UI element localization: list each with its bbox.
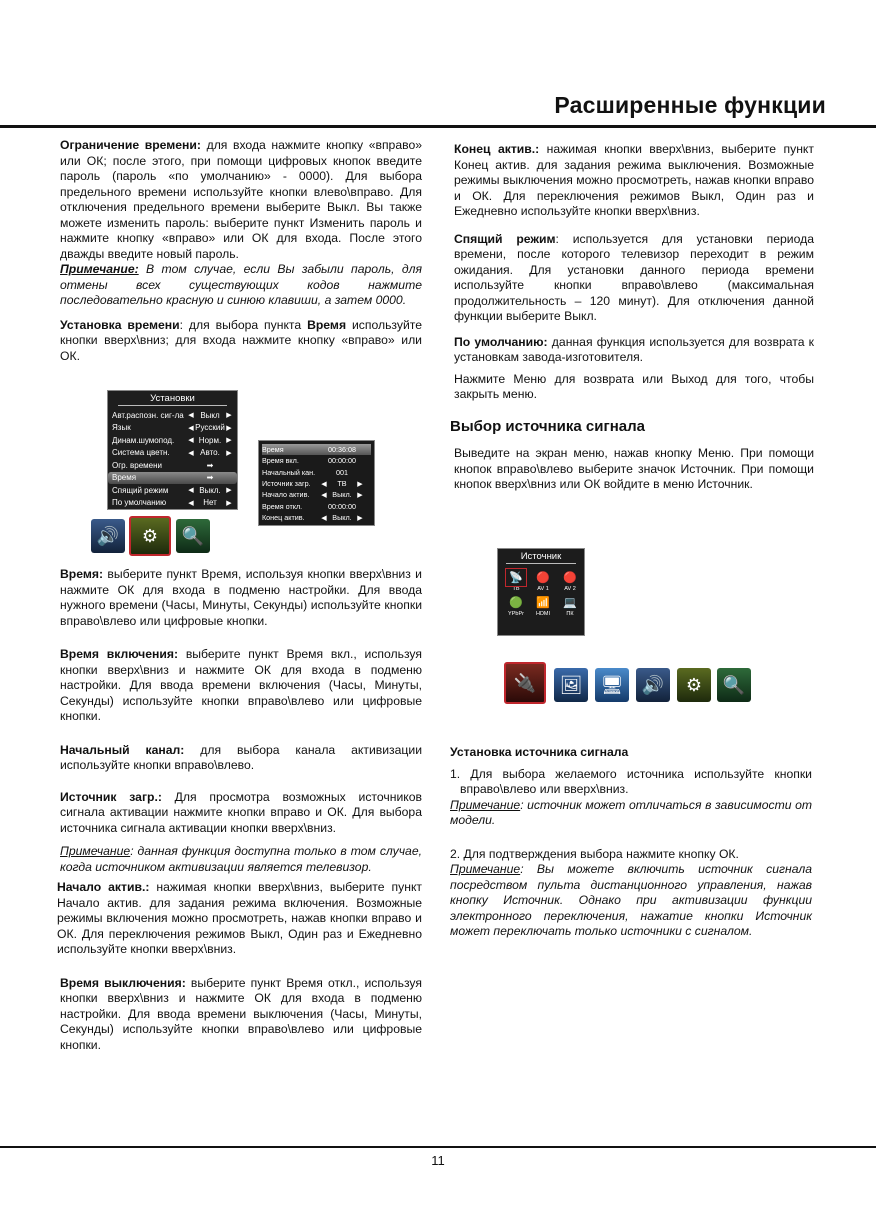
source-item-label: ПК <box>566 611 574 617</box>
time-menu-row[interactable] <box>262 478 371 489</box>
right-column <box>450 142 814 502</box>
source-intro-paragraph: Выведите на экран меню, нажав кнопку Меню. При помощи кнопок вправо\влево выберите значок Источник. При помощи кнопок вверх\вниз или ОК войдите в меню Источник. <box>454 446 814 491</box>
source-item-label: ТВ <box>512 586 520 592</box>
right-arrow-icon[interactable]: ▶ <box>357 490 363 500</box>
source-item[interactable] <box>531 594 555 617</box>
exit-paragraph: Нажмите Меню для возврата или Выход для того, чтобы закрыть меню. <box>454 371 814 401</box>
right-column-lower <box>450 745 812 949</box>
right-arrow-icon[interactable]: ▶ <box>226 424 232 432</box>
setup-row-label: Язык <box>112 423 131 433</box>
left-arrow-icon[interactable]: ◀ <box>321 512 327 522</box>
left-arrow-icon[interactable]: ◀ <box>321 490 327 500</box>
setup-row-label: Система цветн. <box>112 448 170 458</box>
top-rule <box>0 125 876 128</box>
step-1: 1. Для выбора желаемого источника используйте кнопки вправо\влево или вверх\вниз. <box>450 766 812 796</box>
setup-menu-row[interactable] <box>108 484 237 497</box>
time-row-value: 00:00:00 <box>328 456 356 466</box>
settings-gear-icon[interactable]: ⚙ <box>129 516 171 556</box>
source-item-icon: 🟢 <box>509 597 523 609</box>
right-arrow-icon[interactable]: ▶ <box>226 437 232 445</box>
setup-row-value: Выкл. <box>199 485 221 495</box>
setup-row-value: Норм. <box>198 435 222 445</box>
time-row-label: Время вкл. <box>262 456 299 466</box>
page-title: Расширенные функции <box>554 92 826 118</box>
setup-row-label: Спящий режим <box>112 485 169 495</box>
source-item-icon: 📡 <box>506 569 526 586</box>
search-icon-2[interactable]: 🔍 <box>717 668 751 702</box>
time-paragraph: Время: выберите пункт Время, используя кнопки вверх\вниз и нажмите ОК для входа в подменю настройки. Для ввода нужного времени (Часы, Минуты, Секунды) используйте кнопки вправо\влево или цифровые кнопки. <box>60 567 422 628</box>
left-arrow-icon[interactable]: ◀ <box>321 479 327 489</box>
power-off-time-paragraph: Время выключения: выберите пункт Время откл., используя кнопки вверх\вниз и нажмите ОК для входа в подменю настройки. Для ввода времени выключения (Часы, Минуты, Секунды) используйте кнопки вправо\влево или цифровые кнопки. <box>60 975 422 1052</box>
setup-row-value: ➡ <box>206 460 214 470</box>
source-setup-heading: Установка источника сигнала <box>450 745 629 759</box>
step-1-note: Примечание: источник может отличаться в зависимости от модели. <box>450 797 812 827</box>
time-menu-row[interactable] <box>262 444 371 455</box>
power-on-time-paragraph: Время включения: выберите пункт Время вкл., используя кнопки вверх\вниз и нажмите ОК для входа в подменю настройки. Для ввода времени включения (Часы, Минуты, Секунды) используйте кнопки вправо\влево или цифровые кнопки. <box>60 647 422 723</box>
setup-menu-row[interactable] <box>108 447 237 460</box>
time-menu-row[interactable] <box>262 455 371 466</box>
left-arrow-icon[interactable]: ◀ <box>188 424 194 432</box>
time-row-value: ТВ <box>337 479 347 489</box>
picture-icon[interactable]: 🖼 <box>554 668 588 702</box>
setup-menu-row[interactable] <box>108 434 237 447</box>
source-menu <box>497 548 585 636</box>
setup-menu-row[interactable] <box>108 497 237 510</box>
time-row-label: Начало актив. <box>262 490 310 500</box>
time-row-value: 00:00:00 <box>328 501 356 511</box>
setup-row-value: ➡ <box>206 473 214 483</box>
time-menu-row[interactable] <box>262 467 371 478</box>
default-paragraph: По умолчанию: данная функция используется для возврата к установкам завода-изготовителя. <box>454 334 814 364</box>
source-item[interactable] <box>558 569 582 592</box>
left-arrow-icon[interactable]: ◀ <box>188 437 194 445</box>
screen-icon[interactable]: 🖥 <box>595 668 629 702</box>
setup-row-value: Выкл <box>200 410 220 420</box>
end-active-paragraph: Конец актив.: нажимая кнопки вверх\вниз, выберите пункт Конец актив. для задания режима выключения. Возможные режимы выключения можно просмотреть, нажав кнопки вправо и ОК. Для переключения режимов Выкл, Один раз и Ежедневно используйте кнопки вверх\вниз. <box>454 142 814 218</box>
right-arrow-icon[interactable]: ▶ <box>226 487 232 495</box>
source-item-icon: 🔴 <box>536 572 550 584</box>
setup-menu-row[interactable] <box>108 472 237 485</box>
boot-source-note: Примечание: данная функция доступна только в том случае, когда источником активизации является телевизор. <box>60 844 422 874</box>
source-item[interactable] <box>558 594 582 617</box>
search-icon[interactable]: 🔍 <box>176 519 210 553</box>
sleep-paragraph: Спящий режим: используется для установки периода времени, после которого телевизор переходит в режим ожидания. Для установки данного периода времени используйте кнопки вправо\влево (максимальная продолжительность – 120 минут). Для отключения данной функции выберите Выкл. <box>454 231 814 323</box>
setup-row-value: Русский <box>195 423 225 433</box>
step-2-note: Примечание: Вы можете включить источник сигнала посредством пульта дистанционного управления, нажав кнопку Источник. Однако при активизации функции электронного переключения, нажатие кнопки Источник может переключать только источники с сигналом. <box>450 862 812 938</box>
start-channel-paragraph: Начальный канал: для выбора канала активизации используйте кнопки вправо\влево. <box>60 742 422 772</box>
setup-row-label: По умолчанию <box>112 498 167 508</box>
setup-row-label: Огр. времени <box>112 460 163 470</box>
left-arrow-icon[interactable]: ◀ <box>188 449 194 457</box>
source-item-label: AV 2 <box>564 586 576 592</box>
source-heading: Выбор источника сигнала <box>450 417 645 435</box>
time-row-label: Время <box>262 445 284 455</box>
setup-menu-row[interactable] <box>108 409 237 422</box>
source-item-icon: 🔴 <box>563 572 577 584</box>
boot-source-paragraph: Источник загр.: Для просмотра возможных источников сигнала активации нажмите кнопки вправо и ОК. Для выбора источника сигнала активации кнопки вверх\вниз. <box>60 789 422 835</box>
time-menu-row[interactable] <box>262 489 371 500</box>
start-active-paragraph: Начало актив.: нажимая кнопки вверх\вниз, выберите пункт Начало актив. для задания режима включения. Возможные режимы включения можно просмотреть, нажав кнопки вправо и ОК. Для переключения режимов Выкл, Один раз и Ежедневно используйте кнопки вверх\вниз. <box>57 880 422 956</box>
time-row-label: Время откл. <box>262 501 303 511</box>
time-row-value: 00:36:08 <box>328 445 356 455</box>
time-row-value: Выкл. <box>332 512 352 522</box>
step-2: 2. Для подтверждения выбора нажмите кнопку ОК. <box>450 846 739 861</box>
time-setup-paragraph: Установка времени: для выбора пункта Время используйте кнопки вверх\вниз; для входа нажмите кнопку «вправо» или ОК. <box>60 317 423 363</box>
time-limit-paragraph: Ограничение времени: для входа нажмите кнопку «вправо» или ОК; после этого, при помощи цифровых кнопок введите пароль (пароль «по умолчанию» - 0000). Для выбора предельного времени используйте кнопки влево\вправо. Для отключения предельного времени выберите Выкл. Вы также можете изменить пароль: выберите пункт Изменить пароль и нажмите кнопку «вправо» или ОК для входа. После этого дважды введите новый пароль. Примечание: В том случае, если Вы забыли пароль, для отмены всех существующих кодов нажмите последовательно красную и синюю клавиши, а затем 0000. <box>60 138 422 307</box>
right-arrow-icon[interactable]: ▶ <box>226 449 232 457</box>
source-menu-title: Источник <box>506 549 576 564</box>
setup-row-value: Авто. <box>200 448 220 458</box>
time-row-label: Конец актив. <box>262 512 305 522</box>
left-column-lower <box>57 567 422 1062</box>
source-item[interactable] <box>504 569 528 592</box>
bottom-rule <box>0 1146 876 1148</box>
setup-menu <box>107 390 238 510</box>
sound-icon[interactable]: 🔊 <box>91 519 125 553</box>
setup-menu-row[interactable] <box>108 422 237 435</box>
source-item-label: AV 1 <box>537 586 549 592</box>
setup-row-label: Время <box>112 473 137 483</box>
left-column <box>60 138 422 373</box>
time-row-label: Источник загр. <box>262 479 311 489</box>
setup-menu-row[interactable] <box>108 459 237 472</box>
left-arrow-icon[interactable]: ◀ <box>188 487 194 495</box>
time-row-label: Начальный кан. <box>262 467 316 477</box>
left-arrow-icon[interactable]: ◀ <box>188 499 194 507</box>
source-item-label: YPbPr <box>508 611 524 617</box>
source-item-label: HDMI <box>535 611 551 617</box>
page-number: 11 <box>431 1153 445 1168</box>
setup-row-label: Авт.распозн. сиг-ла <box>112 410 184 420</box>
time-menu-row[interactable] <box>262 512 371 523</box>
time-row-value: Выкл. <box>332 490 352 500</box>
setup-row-label: Динам.шумопод. <box>112 435 175 445</box>
source-item-icon: 💻 <box>563 597 577 609</box>
left-arrow-icon[interactable]: ◀ <box>188 412 194 420</box>
setup-menu-title: Установки <box>118 391 227 406</box>
right-arrow-icon[interactable]: ▶ <box>226 412 232 420</box>
time-menu-row[interactable] <box>262 500 371 511</box>
source-item[interactable] <box>504 594 528 617</box>
source-item-icon: 📶 <box>536 597 550 609</box>
right-arrow-icon[interactable]: ▶ <box>357 512 363 522</box>
source-input-icon[interactable]: 🔌 <box>504 662 546 704</box>
source-item[interactable] <box>531 569 555 592</box>
right-arrow-icon[interactable]: ▶ <box>226 499 232 507</box>
settings-gear-icon-2[interactable]: ⚙ <box>677 668 711 702</box>
time-submenu <box>258 440 375 526</box>
setup-row-value: Нет <box>203 498 217 508</box>
right-arrow-icon[interactable]: ▶ <box>357 479 363 489</box>
time-row-value: 001 <box>336 467 348 477</box>
sound-icon-2[interactable]: 🔊 <box>636 668 670 702</box>
